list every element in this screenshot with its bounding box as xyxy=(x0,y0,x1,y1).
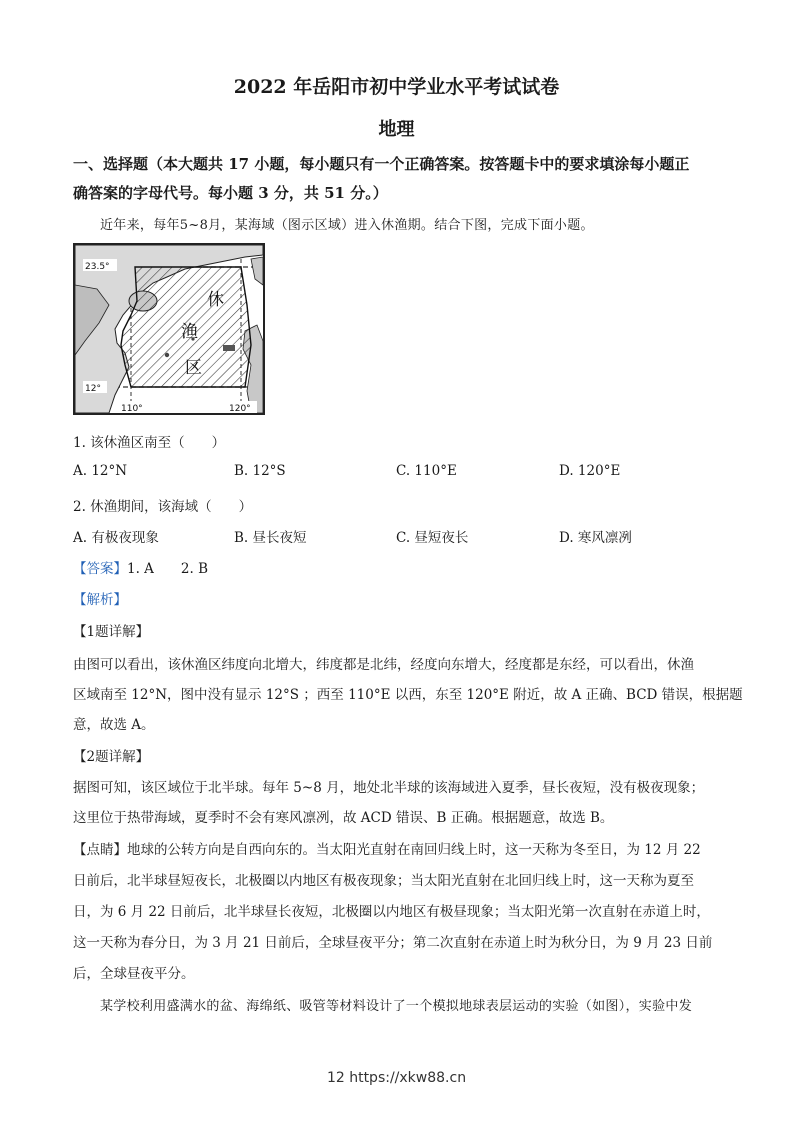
subject-title: 地理 xyxy=(378,119,415,140)
zone-char-2: 渔 xyxy=(181,322,198,342)
question-intro: 近年来，每年5~8月，某海域（图示区域）进入休渔期。结合下图，完成下面小题。 xyxy=(100,218,594,233)
q2-stem: 2. 休渔期间，该海域（ ） xyxy=(73,499,253,515)
detail2-line: 这里位于热带海域，夏季时不会有寒风凛冽，故 ACD 错误、B 正确。根据题意，故选 B。 xyxy=(73,810,614,826)
detail1-line: 意，故选 A。 xyxy=(73,717,155,733)
q1-option-a: A. 12°N xyxy=(73,463,128,479)
q1-option-d: D. 120°E xyxy=(559,463,621,479)
detail1-line: 由图可以看出，该休渔区纬度向北增大，纬度都是北纬，经度向东增大，经度都是东经，可以看出，休渔 xyxy=(73,657,694,673)
section-heading-line1: 一、选择题（本大题共 17 小题，每小题只有一个正确答案。按答题卡中的要求填涂每小题正 xyxy=(73,155,690,173)
detail1-line: 区域南至 12°N，图中没有显示 12°S ；西至 110°E 以西，东至 120°E 附近，故 A 正确、BCD 错误，根据题 xyxy=(73,687,743,703)
lat-label-top: 23.5° xyxy=(85,262,110,272)
detail2-heading: 【2题详解】 xyxy=(73,749,150,765)
section-heading-line2: 确答案的字母代号。每小题 3 分，共 51 分。） xyxy=(73,184,388,202)
tip-line: 日，为 6 月 22 日前后，北半球昼长夜短，北极圈以内地区有极昼现象；当太阳光第一次直射在赤道上时， xyxy=(73,904,710,920)
tip-line: 日前后，北半球昼短夜长，北极圈以内地区有极夜现象；当太阳光直射在北回归线上时，这一天称为夏至 xyxy=(73,873,694,889)
detail1-heading: 【1题详解】 xyxy=(73,624,150,640)
tip-line: 后，全球昼夜平分。 xyxy=(73,966,195,982)
lon-label-left: 110° xyxy=(121,404,143,413)
q2-option-b: B. 昼长夜短 xyxy=(234,530,307,546)
zone-char-1: 休 xyxy=(207,290,224,310)
q2-option-a: A. 有极夜现象 xyxy=(73,530,159,546)
q2-option-c: C. 昼短夜长 xyxy=(396,530,469,546)
answer-line xyxy=(73,557,208,577)
q1-option-b: B. 12°S xyxy=(234,463,286,479)
fishing-zone-map xyxy=(73,243,265,415)
q1-option-c: C. 110°E xyxy=(396,463,457,479)
q2-option-d: D. 寒风凛冽 xyxy=(559,530,632,546)
page-footer: 12 https://xkw88.cn xyxy=(326,1070,467,1086)
answer-tag: 【答案】 xyxy=(73,561,127,577)
tip-first-line xyxy=(73,838,701,858)
answer-text: 1. A 2. B xyxy=(127,561,209,577)
detail2-line: 据图可知，该区域位于北半球。每年 5~8 月，地处北半球的该海域进入夏季，昼长夜短，没有极夜现象； xyxy=(73,780,705,796)
q1-stem: 1. 该休渔区南至（ ） xyxy=(73,435,226,451)
next-question-intro: 某学校利用盛满水的盆、海绵纸、吸管等材料设计了一个模拟地球表层运动的实验（如图），实验中发 xyxy=(100,999,693,1014)
lat-label-bottom: 12° xyxy=(85,384,101,394)
tip-line: 这一天称为春分日，为 3 月 21 日前后，全球昼夜平分；第二次直射在赤道上时为秋分日，为 9 月 23 日前 xyxy=(73,935,713,951)
tip-first-text: 地球的公转方向是自西向东的。当太阳光直射在南回归线上时，这一天称为冬至日，为 12 月 22 xyxy=(127,842,701,858)
analysis-tag: 【解析】 xyxy=(73,592,127,608)
lon-label-right: 120° xyxy=(229,404,251,413)
tip-tag: 【点睛】 xyxy=(73,842,127,858)
zone-char-3: 区 xyxy=(185,358,202,378)
exam-title: 2022 年岳阳市初中学业水平考试试卷 xyxy=(233,76,560,98)
